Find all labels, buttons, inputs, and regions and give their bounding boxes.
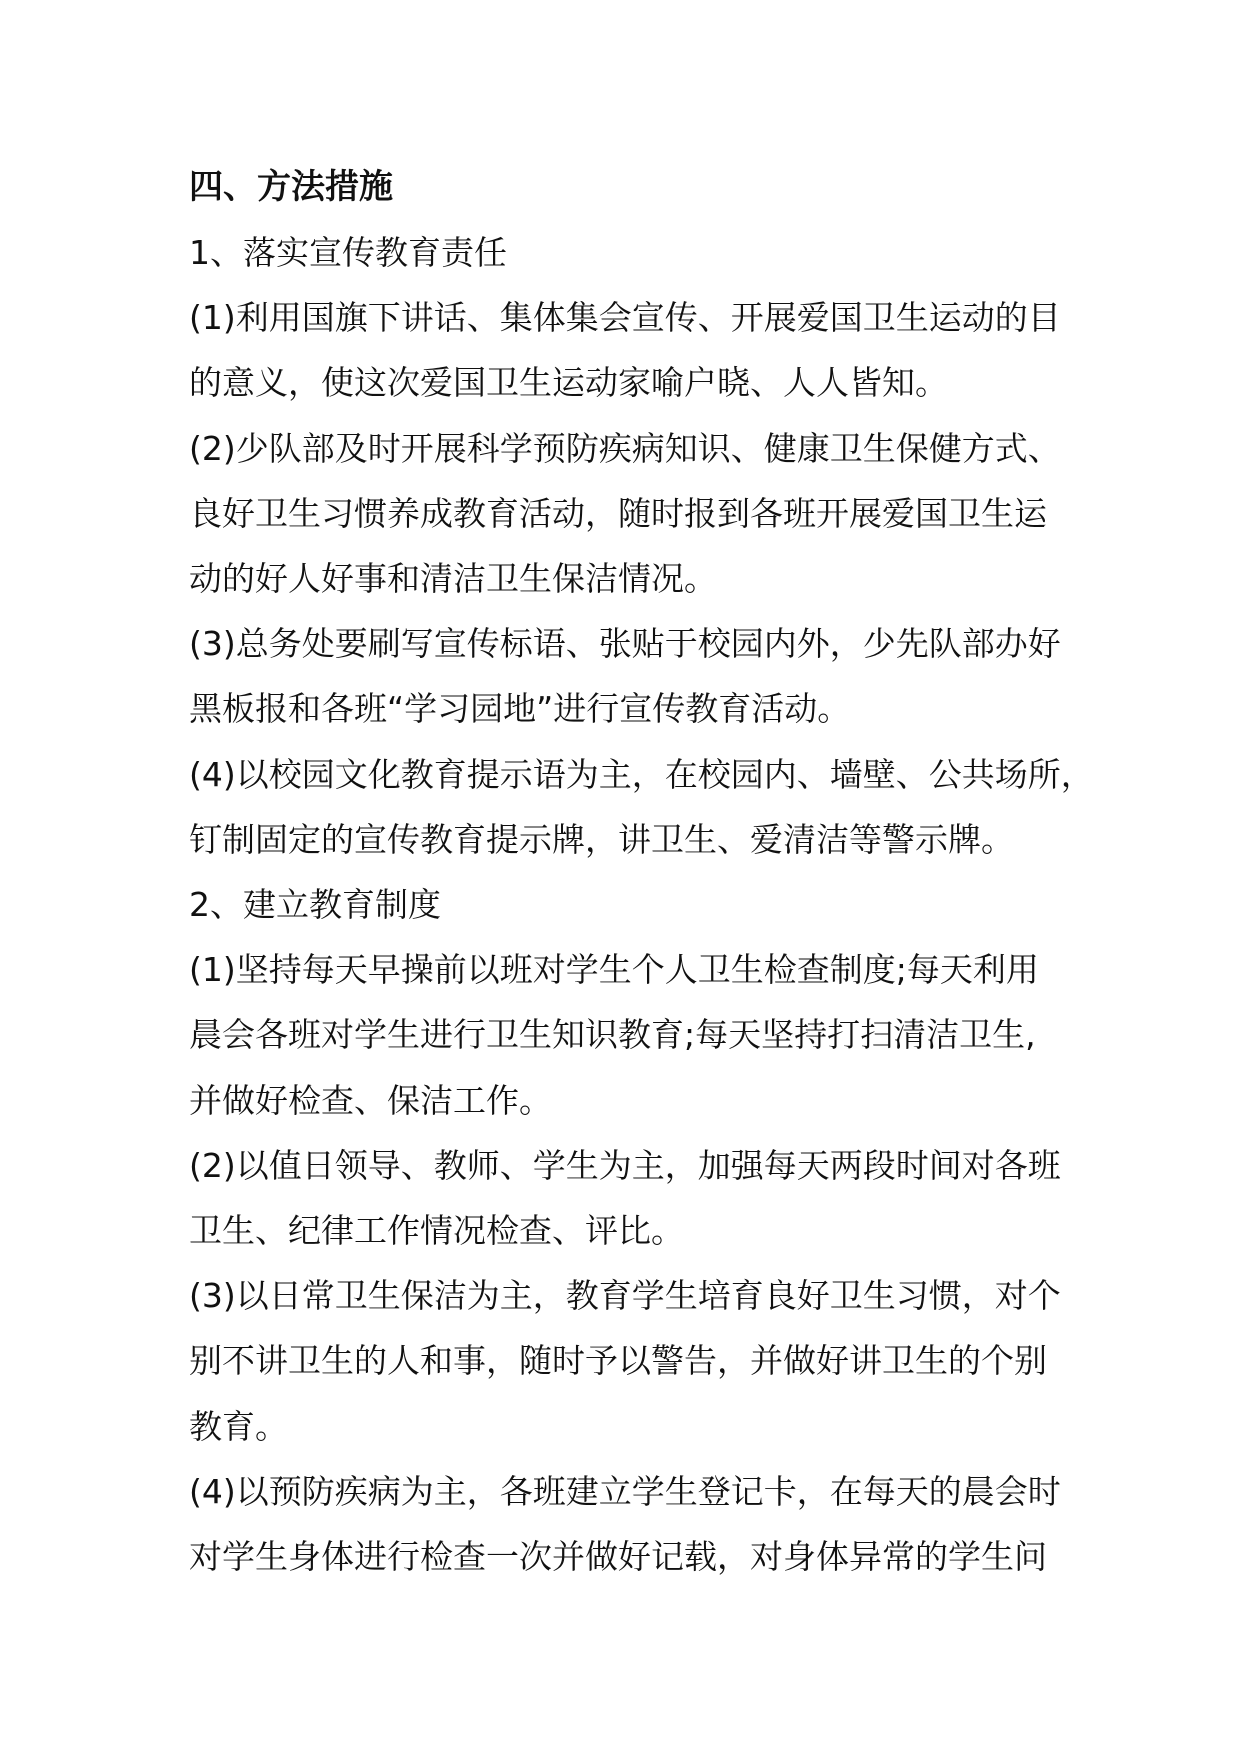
subsection-title-1: 1、落实宣传教育责任 (189, 233, 507, 272)
text-line: 动的好人好事和清洁卫生保洁情况。 (189, 559, 717, 599)
text-line: 钉制固定的宣传教育提示牌，讲卫生、爱清洁等警示牌。 (189, 819, 1014, 859)
text-line: 黑板报和各班“学习园地”进行宣传教育活动。 (189, 689, 851, 729)
text-line: 晨会各班对学生进行卫生知识教育;每天坚持打扫清洁卫生, (189, 1015, 1036, 1055)
text-line: 教育。 (189, 1406, 288, 1446)
text-line: (2)以值日领导、教师、学生为主，加强每天两段时间对各班 (189, 1145, 1061, 1185)
text-line: 对学生身体进行检查一次并做好记载，对身体异常的学生问 (189, 1537, 1047, 1577)
text-line: (4)以校园文化教育提示语为主，在校园内、墙壁、公共场所， (189, 754, 1094, 794)
text-line: (3)总务处要刷写宣传标语、张贴于校园内外，少先队部办好 (189, 624, 1061, 664)
text-line: 并做好检查、保洁工作。 (189, 1080, 552, 1120)
text-line: (2)少队部及时开展科学预防疾病知识、健康卫生保健方式、 (189, 428, 1061, 468)
text-line: 的意义，使这次爱国卫生运动家喻户晓、人人皆知。 (189, 363, 948, 403)
text-line: 别不讲卫生的人和事，随时予以警告，并做好讲卫生的个别 (189, 1341, 1047, 1381)
text-line: 卫生、纪律工作情况检查、评比。 (189, 1211, 684, 1251)
text-line: (1)利用国旗下讲话、集体集会宣传、开展爱国卫生运动的目 (189, 298, 1061, 338)
text-line: (1)坚持每天早操前以班对学生个人卫生检查制度;每天利用 (189, 950, 1039, 990)
text-line: (4)以预防疾病为主，各班建立学生登记卡，在每天的晨会时 (189, 1471, 1061, 1511)
text-line: (3)以日常卫生保洁为主，教育学生培育良好卫生习惯，对个 (189, 1276, 1061, 1316)
text-line: 良好卫生习惯养成教育活动，随时报到各班开展爱国卫生运 (189, 493, 1047, 533)
document-page (189, 155, 1094, 1589)
subsection-title-2: 2、建立教育制度 (189, 885, 441, 925)
section-heading: 四、方法措施 (189, 167, 393, 207)
